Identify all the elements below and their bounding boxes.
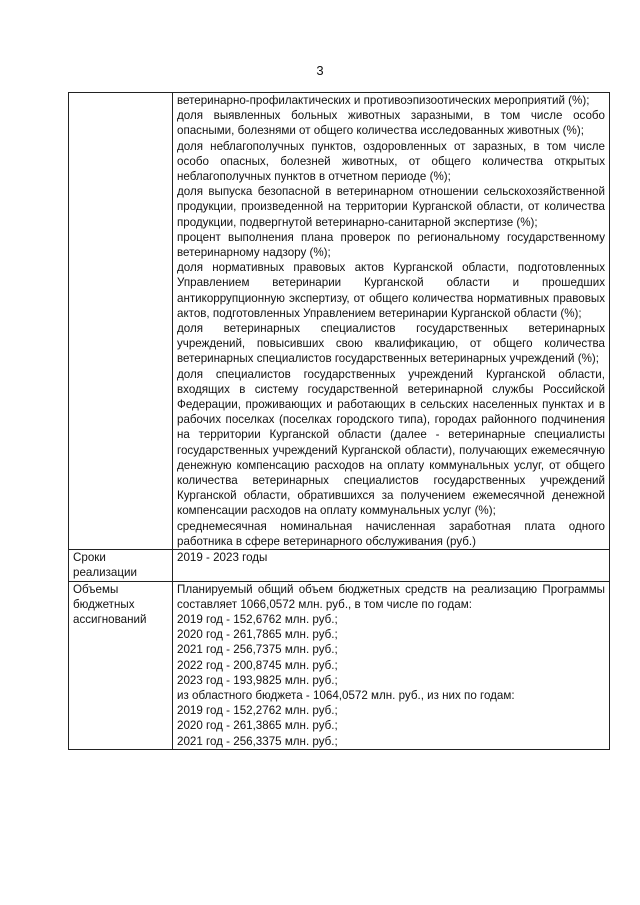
indicator-item: доля нормативных правовых актов Курганской области, подготовленных Управлением ветеринарии Курганской области и прошедших антикоррупционную экспертизу, от общего количества нормативных правовых актов, подготовленных Управлением ветеринарии Курганской области (%);	[177, 261, 605, 320]
indicator-item: доля ветеринарных специалистов государственных ветеринарных учреждений, повысивших свою квалификацию, от общего количества ветеринарных специалистов государственных ветеринарных учреждений (%);	[177, 322, 605, 366]
budget-intro: Планируемый общий объем бюджетных средств на реализацию Программы составляет 1066,0572 млн. руб., в том числе по годам:	[177, 582, 605, 611]
page-number: 3	[316, 63, 324, 78]
indicator-item: среднемесячная номинальная начисленная заработная плата одного работника в сфере ветеринарного обслуживания (руб.)	[177, 519, 605, 548]
budget-allocations-cell	[173, 581, 610, 749]
implementation-period-value: 2019 - 2023 годы	[173, 550, 610, 581]
total-year-line: 2020 год - 261,7865 млн. руб.;	[177, 628, 338, 642]
indicator-item: доля выявленных больных животных заразными, в том числе особо опасными, болезнями от общего количества исследованных животных (%);	[177, 109, 605, 138]
row-label-implementation-period: Сроки реализации	[69, 550, 173, 581]
regional-year-line: 2021 год - 256,3375 млн. руб.;	[177, 734, 338, 748]
total-year-line: 2022 год - 200,8745 млн. руб.;	[177, 658, 338, 672]
total-year-line: 2023 год - 193,9825 млн. руб.;	[177, 673, 338, 687]
program-passport-table	[68, 92, 610, 750]
indicator-item: ветеринарно-профилактических и противоэпизоотических мероприятий (%);	[177, 94, 590, 107]
table-row	[69, 550, 610, 581]
row-label	[69, 93, 173, 550]
regional-budget-intro: из областного бюджета - 1064,0572 млн. руб., из них по годам:	[177, 688, 515, 702]
total-year-line: 2019 год - 152,6762 млн. руб.;	[177, 612, 338, 626]
indicator-item: доля неблагополучных пунктов, оздоровленных от заразных, в том числе особо опасных, болезней животных, от общего количества открытых неблагополучных пунктов в отчетном периоде (%);	[177, 139, 605, 184]
regional-year-line: 2019 год - 152,2762 млн. руб.;	[177, 704, 338, 718]
table-row	[69, 93, 610, 550]
indicator-item: процент выполнения плана проверок по региональному государственному ветеринарному надзору (%);	[177, 230, 605, 260]
row-label-budget-allocations: Объемы бюджетных ассигнований	[69, 581, 173, 749]
indicator-item: доля специалистов государственных учреждений Курганской области, входящих в систему государственной ветеринарной службы Российской Федерации, проживающих и работающих в сельских населенных пунктах и в рабочих поселках (поселках городского типа), городах районного подчинения на территории Курганской области (далее - ветеринарные специалисты государственных учреждений Курганской области), получающих ежемесячную денежную компенсацию расходов на оплату коммунальных услуг, от общего количества ветеринарных специалистов государственных учреждений Курганской области, обратившихся за получением ежемесячной денежной компенсации расходов на оплату коммунальных услуг (%);	[177, 367, 605, 518]
indicator-item: доля выпуска безопасной в ветеринарном отношении сельскохозяйственной продукции, произведенной на территории Курганской области, от количества продукции, подвергнутой ветеринарно-санитарной экспертизе (%);	[177, 185, 605, 229]
regional-year-line: 2020 год - 261,3865 млн. руб.;	[177, 719, 338, 733]
table-row	[69, 581, 610, 749]
indicators-cell	[173, 93, 610, 550]
total-year-line: 2021 год - 256,7375 млн. руб.;	[177, 643, 338, 657]
